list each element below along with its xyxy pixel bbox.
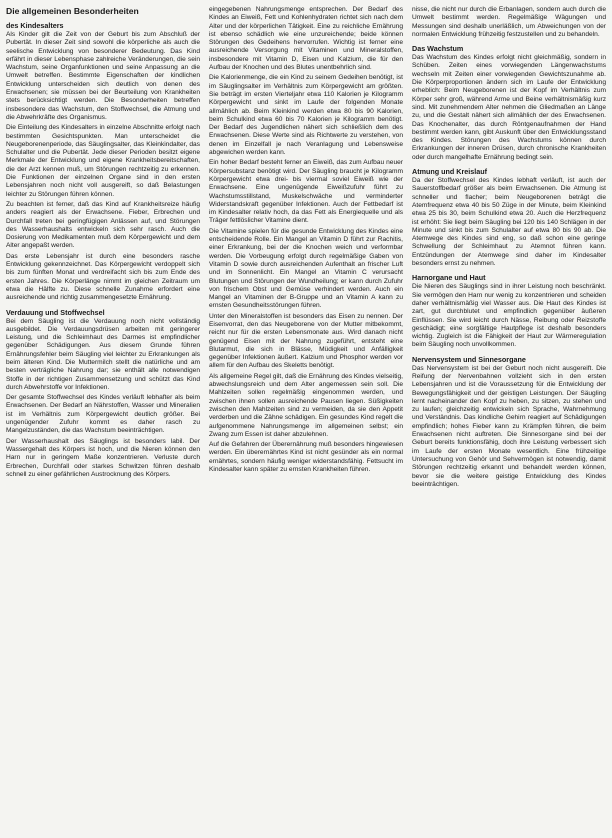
paragraph: Das Nervensystem ist bei der Geburt noch nicht ausgereift. Die Reifung der Nervenbahnen vollzieht sich in den ersten Lebensjahren und ist die Voraussetzung für die Entwicklung der Bewegungsfähigkeit und der geistigen Leistungen. Der Säugling lernt nacheinander den Kopf zu heben, zu sitzen, zu stehen und zu laufen; gleichzeitig entwickeln sich Sprache, Wahrnehmung und Verständnis. Das kindliche Gehirn reagiert auf Schädigungen empfindlich; hohes Fieber kann zu Krämpfen führen, die beim Erwachsenen nicht auftreten. Die Sinnesorgane sind bei der Geburt bereits funktionsfähig, doch ihre Leistung verbessert sich im Laufe der ersten Monate wesentlich. Eine frühzeitige Untersuchung von Gehör und Sehvermögen ist notwendig, damit Störungen rechtzeitig erkannt und behandelt werden können, bevor sie die weitere geistige Entwicklung des Kindes beeinträchtigen. bbox=[412, 364, 606, 488]
column-middle bbox=[209, 6, 403, 834]
section-heading: Das Wachstum bbox=[412, 44, 464, 54]
paragraph: Auf die Gefahren der Überernährung muß besonders hingewiesen werden. Ein überernährtes Kind ist nicht gesünder als ein normal ernährtes, sondern häufig weniger widerstandsfähig. Fettsucht im Kindesalter kann später zu ernsten Krankheiten führen. bbox=[209, 441, 403, 474]
paragraph: Als allgemeine Regel gilt, daß die Ernährung des Kindes vielseitig, abwechslungsreich und dem Alter angemessen sein soll. Die Mahlzeiten sollen regelmäßig eingenommen werden, und zwischen ihnen sollen ausreichende Pausen liegen. Süßigkeiten zwischen den Mahlzeiten sind zu vermeiden, da sie den Appetit verderben und die Zähne schädigen. Ein gesundes Kind regelt die aufgenommene Nahrungsmenge im allgemeinen selbst; ein Zwang zum Essen ist daher abzulehnen. bbox=[209, 372, 403, 438]
column-right bbox=[412, 6, 606, 834]
paragraph: Die Nieren des Säuglings sind in ihrer Leistung noch beschränkt. Sie vermögen den Harn nur wenig zu konzentrieren und scheiden daher verhältnismäßig viel Wasser aus. Die Haut des Kindes ist zart, gut durchblutet und empfindlich gegenüber äußeren Einflüssen. Sie wird leicht durch Nässe, Reibung oder Reizstoffe geschädigt; eine sorgfältige Hautpflege ist deshalb besonders wichtig. Zugleich ist die Fähigkeit der Haut zur Wärmeregulation beim Säugling noch unvollkommen. bbox=[412, 283, 606, 349]
paragraph: Die Einteilung des Kindesalters in einzelne Abschnitte erfolgt nach bestimmten Gesichtspunkten. Man unterscheidet die Neugeborenenperiode, das Säuglingsalter, das Kleinkindalter, das Schulalter und die Pubertät. Jede dieser Perioden besitzt eigene Merkmale der Entwicklung und eigene Krankheitsbereitschaften, die der Arzt kennen muß, um Störungen rechtzeitig zu erkennen. Die Funktionen der einzelnen Organe sind in den ersten Lebensjahren noch nicht voll ausgereift, so daß Belastungen leichter zu Störungen führen können. bbox=[6, 124, 200, 198]
section-heading: Harnorgane und Haut bbox=[412, 273, 486, 283]
paragraph: Ein hoher Bedarf besteht ferner an Eiweiß, das zum Aufbau neuer Körpersubstanz benötigt wird. Der Säugling braucht je Kilogramm Körpergewicht etwa drei- bis viermal soviel Eiweiß wie der Erwachsene. Eine ungenügende Eiweißzufuhr führt zu Wachstumsstillstand, Muskelschwäche und verminderter Widerstandskraft gegenüber Infektionen. Auch der Fettbedarf ist im Kindesalter relativ hoch, da das Fett als Energiequelle und als Träger fettlöslicher Vitamine dient. bbox=[209, 159, 403, 225]
paragraph: nisse, die nicht nur durch die Erbanlagen, sondern auch durch die Umwelt bestimmt werden. Regelmäßige Wägungen und Messungen sind deshalb unerläßlich, um Abweichungen von der normalen Entwicklung frühzeitig festzustellen und zu behandeln. bbox=[412, 6, 606, 38]
column-left bbox=[6, 6, 200, 834]
paragraph: Das Wachstum des Kindes erfolgt nicht gleichmäßig, sondern in Schüben. Zeiten eines vorwiegenden Längenwachstums wechseln mit Zeiten einer vorwiegenden Gewichtszunahme ab. Die Körperproportionen ändern sich im Laufe der Entwicklung erheblich: Beim Neugeborenen ist der Kopf im Verhältnis zum Körper sehr groß, während Arme und Beine verhältnismäßig kurz sind. Mit zunehmendem Alter nehmen die Gliedmaßen an Länge zu, und die Gestalt nähert sich allmählich der des Erwachsenen. Das Knochenalter, das durch Röntgenaufnahmen der Hand bestimmt werden kann, gibt Auskunft über den Entwicklungsstand des Kindes. Störungen des Wachstums können durch Erkrankungen der inneren Drüsen, durch chronische Krankheiten oder durch mangelhafte Ernährung bedingt sein. bbox=[412, 54, 606, 161]
section-heading: Nervensystem und Sinnesorgane bbox=[412, 354, 526, 364]
section-heading: Die allgemeinen Besonderheiten bbox=[6, 6, 139, 16]
paragraph: Die Kalorienmenge, die ein Kind zu seinem Gedeihen benötigt, ist im Säuglingsalter im Verhältnis zum Körpergewicht am größten. Sie beträgt im ersten Vierteljahr etwa 110 Kalorien je Kilogramm Körpergewicht und sinkt im Laufe der folgenden Monate allmählich ab. Beim Kleinkind werden etwa 80 bis 90 Kalorien, beim Schulkind etwa 60 bis 70 Kalorien je Kilogramm benötigt. Der Bedarf des Jugendlichen nähert sich schließlich dem des Erwachsenen. Diese Werte sind als Richtwerte zu verstehen, von denen im Einzelfall je nach Veranlagung und Lebensweise abgewichen werden kann. bbox=[209, 74, 403, 157]
paragraph: Der Wasserhaushalt des Säuglings ist besonders labil. Der Wassergehalt des Körpers ist hoch, und die Nieren können den Harn nur in geringem Maße konzentrieren. Verluste durch Erbrechen, Durchfall oder starkes Schwitzen führen deshalb schnell zu einer gefährlichen Austrocknung des Körpers. bbox=[6, 437, 200, 478]
paragraph: Unter den Mineralstoffen ist besonders das Eisen zu nennen. Der Eisenvorrat, den das Neugeborene von der Mutter mitbekommt, reicht nur für die ersten Lebensmonate aus. Wird danach nicht genügend Eisen mit der Nahrung zugeführt, entsteht eine Blutarmut, die sich in Blässe, Müdigkeit und Anfälligkeit gegenüber Infektionen äußert. Kalzium und Phosphor werden vor allem für den Aufbau des Skeletts benötigt. bbox=[209, 312, 403, 370]
paragraph: Als Kinder gilt die Zeit von der Geburt bis zum Abschluß der Pubertät. In dieser Zeit sind sowohl die körperliche als auch die seelische Entwicklung von besonderer Bedeutung. Das Kind erfährt in dieser Lebensphase zahlreiche Veränderungen, die sein Wachstum, seine Organfunktionen und seine Anpassung an die Umwelt betreffen. Bestimmte Eigenschaften der kindlichen Entwicklung unterscheiden sich deutlich von denen des Erwachsenen; sie müssen bei der Beurteilung von Krankheiten stets berücksichtigt werden. Die Besonderheiten betreffen insbesondere das Wachstum, den Stoffwechsel, die Atmung und die Abwehrkräfte des Organismus. bbox=[6, 31, 200, 121]
section-heading: Atmung und Kreislauf bbox=[412, 167, 488, 177]
paragraph: Da der Stoffwechsel des Kindes lebhaft verläuft, ist auch der Sauerstoffbedarf größer als beim Erwachsenen. Die Atmung ist schneller und flacher; beim Neugeborenen beträgt die Atemfrequenz etwa 40 bis 50 Züge in der Minute, beim Kleinkind etwa 25 bis 30, beim Schulkind etwa 20. Auch die Herzfrequenz ist erhöht: Sie liegt beim Säugling bei 120 bis 140 Schlägen in der Minute und sinkt bis zum Schulalter auf etwa 80 bis 90 ab. Die Atemwege des Kindes sind eng, so daß schon eine geringe Schwellung der Schleimhaut zu Atemnot führen kann. Entzündungen der Atemwege sind daher im Kindesalter besonders ernst zu nehmen. bbox=[412, 177, 606, 268]
section-heading: des Kindesalters bbox=[6, 21, 64, 30]
paragraph: Die Vitamine spielen für die gesunde Entwicklung des Kindes eine entscheidende Rolle. Ein Mangel an Vitamin D führt zur Rachitis, einer Erkrankung, bei der die Knochen weich und verformbar werden. Die Vorbeugung erfolgt durch regelmäßige Gaben von Vitamin D sowie durch ausreichenden Aufenthalt an frischer Luft und im Sonnenlicht. Ein Mangel an Vitamin C verursacht Blutungen und Störungen der Wundheilung; er kann durch Zufuhr von frischem Obst und Gemüse verhindert werden. Auch ein Mangel an Vitaminen der B-Gruppe und an Vitamin A kann zu ernsten Gesundheitsstörungen führen. bbox=[209, 227, 403, 310]
paragraph: Der gesamte Stoffwechsel des Kindes verläuft lebhafter als beim Erwachsenen. Der Bedarf an Nährstoffen, Wasser und Mineralien ist im Verhältnis zum Körpergewicht deutlich größer. Bei ungenügender Zufuhr kommt es daher rasch zu Mangelzuständen, die das Wachstum beeinträchtigen. bbox=[6, 394, 200, 435]
paragraph: eingegebenen Nahrungsmenge entsprechen. Der Bedarf des Kindes an Eiweiß, Fett und Kohlenhydraten richtet sich nach dem Alter und der körperlichen Tätigkeit. Eine zu reichliche Ernährung ist ebenso schädlich wie eine unzureichende; beide können Störungen des Gedeihens hervorrufen. Wichtig ist ferner eine ausreichende Versorgung mit Vitaminen und Mineralstoffen, insbesondere mit Vitamin D, Eisen und Kalzium, die für den Aufbau der Knochen und des Blutes unentbehrlich sind. bbox=[209, 6, 403, 72]
paragraph: Das erste Lebensjahr ist durch eine besonders rasche Entwicklung gekennzeichnet. Das Körpergewicht verdoppelt sich bis zum fünften Monat und verdreifacht sich bis zum Ende des ersten Jahres. Die Körperlänge nimmt im gleichen Zeitraum um etwa die Hälfte zu. Diese schnelle Zunahme erfordert eine ausreichende und richtig zusammengesetzte Ernährung. bbox=[6, 252, 200, 302]
section-heading: Verdauung und Stoffwechsel bbox=[6, 307, 105, 317]
paragraph: Zu beachten ist ferner, daß das Kind auf Krankheitsreize häufig anders reagiert als der Erwachsene. Fieber, Erbrechen und Durchfall treten bei geringfügigen Anlässen auf, und Störungen des Wasserhaushalts entwickeln sich sehr rasch. Auch die Dosierung von Medikamenten muß dem Körpergewicht und dem Alter angepaßt werden. bbox=[6, 200, 200, 250]
paragraph: Bei dem Säugling ist die Verdauung noch nicht vollständig ausgebildet. Die Verdauungsdrüsen arbeiten mit geringerer Leistung, und die Schleimhaut des Darmes ist empfindlicher gegenüber Schädigungen. Aus diesem Grunde führen Ernährungsfehler beim Säugling viel leichter zu Erkrankungen als beim älteren Kind. Die Muttermilch stellt die natürliche und am besten verträgliche Nahrung dar; sie enthält alle notwendigen Stoffe in der richtigen Zusammensetzung und schützt das Kind durch Abwehrstoffe vor Infektionen. bbox=[6, 317, 200, 391]
